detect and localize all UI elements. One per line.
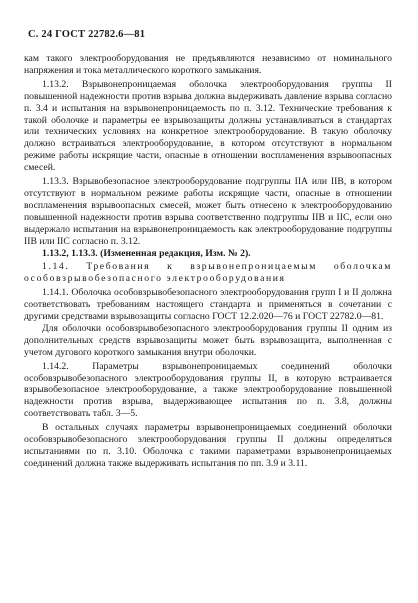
section-heading-1-14: 1.14. Требования к взрывонепроницаемым оболочкам особовзрывобезопасного электрооборудования: [24, 261, 392, 285]
paragraph-1-14-1: 1.14.1. Оболочка особовзрывобезопасного электрооборудования групп I и II должна соответствовать требованиям настоящего стандарта и применяться в сочетании с другими средствами взрывозащиты согласно ГОСТ 12.2.020—76 и ГОСТ 22782.0—81.: [24, 287, 392, 323]
paragraph-1-13-2: 1.13.2. Взрывонепроницаемая оболочка электрооборудования группы II повышенной надежности против взрыва должна выдерживать давление взрыва согласно п. 3.4 и испытания на взрывонепроницаемость по п. 3.12. Технические требования к такой оболочке и параметры ее взрывозащиты должны устанавливаться в стандартах или технических условиях на конкретное электрооборудование. В такую оболочку должно встраиваться электрооборудование, в котором отсутствуют в нормальном режиме работы искрящие части, опасные в отношении воспламенения взрывоопасных смесей.: [24, 78, 392, 174]
paragraph-1-13-3: 1.13.3. Взрывобезопасное электрооборудование подгруппы IIА или IIВ, в котором отсутствуют в нормальном режиме работы искрящие части, опасные в отношении воспламенения взрывоопасных смесей, может быть отнесено к электрооборудованию повышенной надежности против взрыва соответственно подгруппы IIВ и IIС, если оно выдержало испытания на взрывонепроницаемость как электрооборудование подгруппы IIВ или IIС согласно п. 3.12.: [24, 176, 393, 247]
paragraph-other-cases: В остальных случаях параметры взрывонепроницаемых соединений оболочки особовзрывобезопасного электрооборудования группы II должны определяться испытаниями по п. 3.10. Оболочка с такими параметрами взрывонепроницаемых соединений должна также выдерживать испытания по пп. 3.9 и 3.11.: [24, 422, 392, 469]
paragraph-additional-protection: Для оболочки особовзрывобезопасного электрооборудования группы II одним из дополнительных средств взрывозащиты может быть взрывозащита, выполненная с учетом дугового короткого замыкания внутри оболочки.: [24, 322, 392, 358]
page-header: С. 24 ГОСТ 22782.6—81: [28, 29, 146, 40]
paragraph-1-14-2: 1.14.2. Параметры взрывонепроницаемых соединений оболочки особовзрывобезопасного электрооборудования группы II, в которую встраивается взрывобезопасное электрооборудование, а также электрооборудование повышенной надежности против взрыва, выдерживающее испытания по п. 3.8, должны соответствовать табл. 3—5.: [24, 360, 392, 420]
paragraph-continuation: кам такого электрооборудования не предъявляются независимо от номинального напряжения и тока металлического короткого замыкания.: [24, 53, 392, 76]
amendment-note: 1.13.2, 1.13.3. (Измененная редакция, Изм. № 2).: [42, 247, 251, 259]
